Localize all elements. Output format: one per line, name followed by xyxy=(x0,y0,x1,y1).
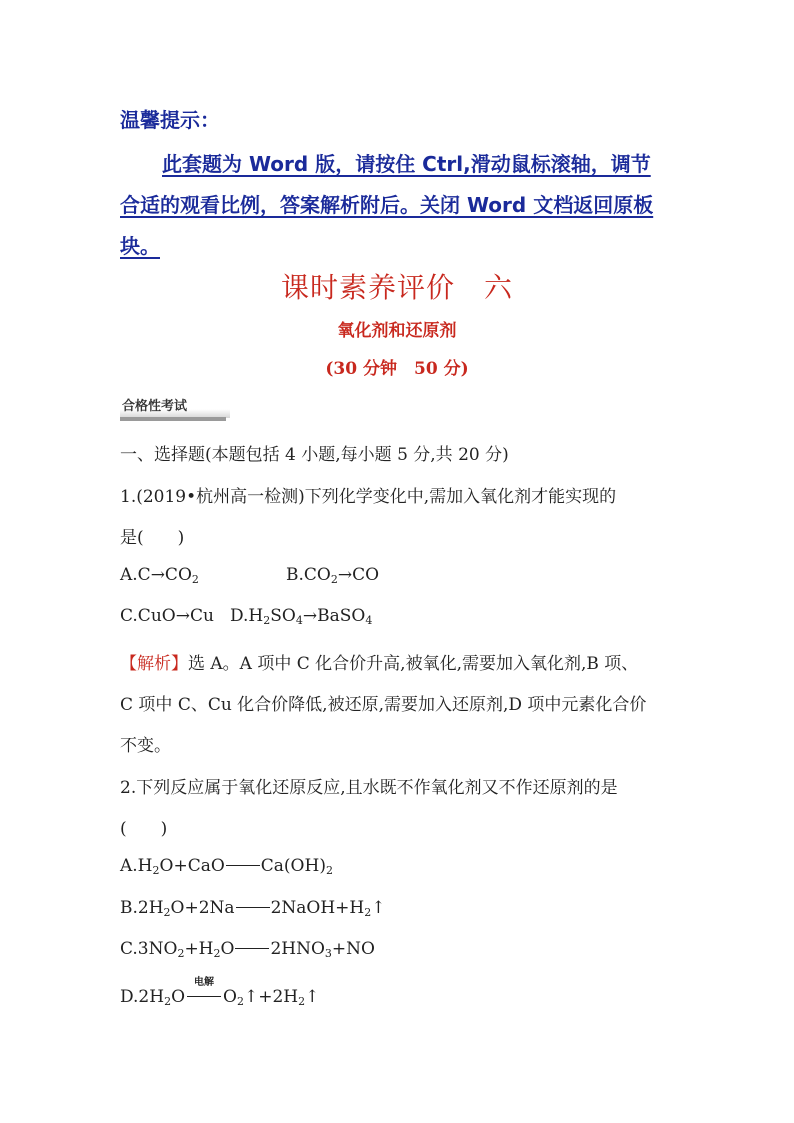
notice-line-2: 合适的观看比例，答案解析附后。关闭 Word 文档返回原板 xyxy=(120,193,654,217)
page-subtitle: 氧化剂和还原剂 xyxy=(337,321,457,341)
q2-option-b: $B.2H_2O+2Na$ $2NaOH+H_2↑$ xyxy=(120,898,386,919)
q1-stem-line-2: 是( ) xyxy=(120,528,185,548)
q2-stem-line-1: 2.下列反应属于氧化还原反应,且水既不作氧化剂又不作还原剂的是 xyxy=(120,778,618,798)
q1-option-d: $D.H_2SO_4\to BaSO_4$ xyxy=(230,606,373,627)
section-tag: 合格性考试 xyxy=(120,396,230,418)
notice-line-1: 此套题为 Word 版，请按住 Ctrl,滑动鼠标滚轴，调节 xyxy=(162,152,651,176)
notice-line-3: 块。 xyxy=(120,234,160,258)
equals-bar xyxy=(236,907,270,908)
q1-stem-line-1: 1.(2019•杭州高一检测)下列化学变化中,需加入氧化剂才能实现的 xyxy=(120,487,617,507)
q2-option-c: $C.3NO_2+H_2O$ $2HNO_3+NO$ xyxy=(120,939,375,960)
q1-option-c: C.CuO→Cu xyxy=(120,606,214,626)
part-heading: 一、选择题(本题包括 4 小题,每小题 5 分,共 20 分) xyxy=(120,445,509,465)
q2-stem-line-2: ( ) xyxy=(120,819,168,839)
analysis-tag: 【解析】 xyxy=(120,654,188,674)
q1-analysis-line-3: 不变。 xyxy=(120,736,171,756)
q1-analysis-line-2: C 项中 C、Cu 化合价降低,被还原,需要加入还原剂,D 项中元素化合价 xyxy=(120,695,647,715)
page-title: 课时素养评价 六 xyxy=(280,271,513,304)
equals-bar xyxy=(226,865,260,866)
q1-analysis-line-1: 【解析】选 A。A 项中 C 化合价升高,被氧化,需要加入氧化剂,B 项、 xyxy=(120,654,639,674)
equals-bar xyxy=(235,948,269,949)
q2-option-d: $D.2H_2O$ 电解 $O_2↑+2H_2↑$ xyxy=(120,977,320,1008)
section-underline xyxy=(120,417,226,421)
notice-heading: 温馨提示： xyxy=(120,108,220,132)
reaction-condition: 电解 xyxy=(187,996,221,997)
time-score-info: (30 分钟 50 分) xyxy=(325,359,469,379)
q1-option-b: $B.CO_2\to CO$ xyxy=(286,565,380,586)
q1-option-a: $A.C\to CO_2$ xyxy=(120,565,199,586)
q2-option-a: $A.H_2O+CaO$ $Ca(OH)_2$ xyxy=(120,856,333,877)
